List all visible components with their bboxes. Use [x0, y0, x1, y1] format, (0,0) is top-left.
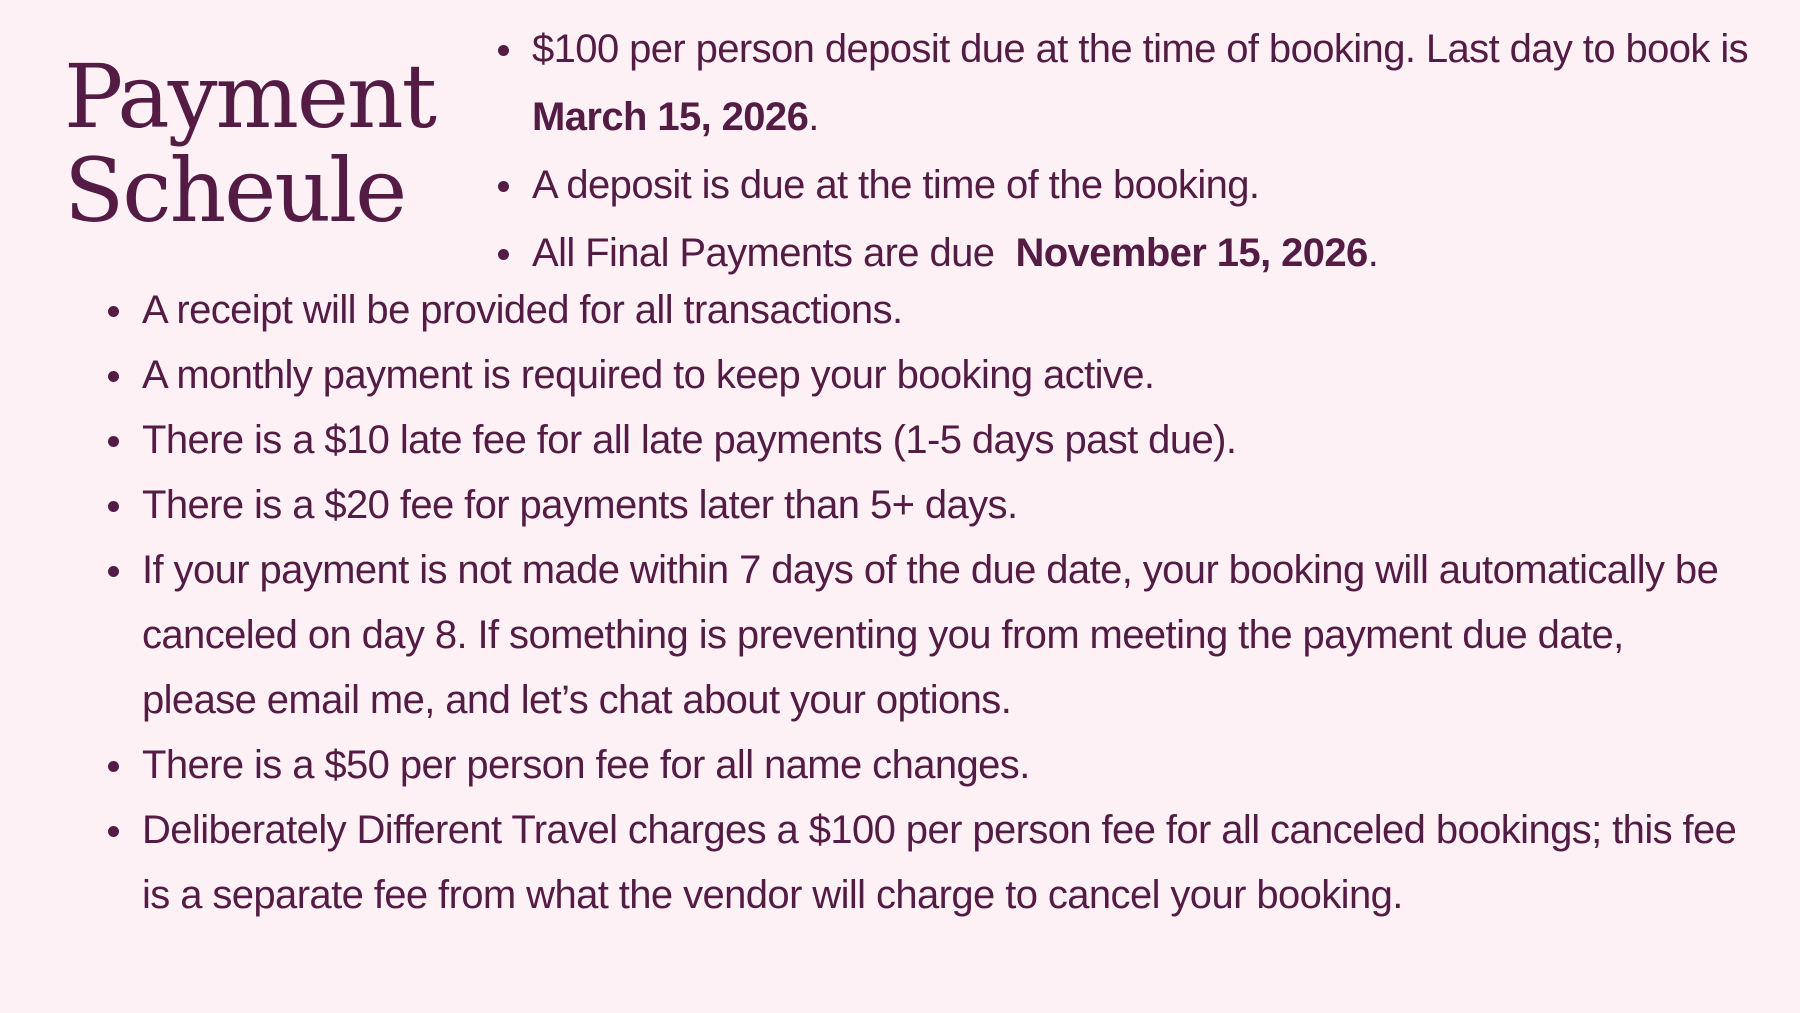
list-item: There is a $50 per person fee for all name changes. — [142, 733, 1742, 798]
page-title-line-1: Payment — [64, 45, 435, 148]
list-item: A monthly payment is required to keep your booking active. — [142, 343, 1742, 408]
list-item: If your payment is not made within 7 days of the due date, your booking will automatically be canceled on day 8. If something is preventing you from meeting the payment due date, please email me, and let’s chat about your options. — [142, 538, 1742, 733]
bullet-end: . — [1367, 231, 1379, 275]
bullet-end: . — [808, 95, 819, 139]
bullet-text: $100 per person deposit due at the time of booking. Last day to book is — [532, 27, 1749, 71]
policy-bullet-list — [142, 278, 1742, 928]
list-item — [532, 15, 1762, 151]
list-item: A receipt will be provided for all transactions. — [142, 278, 1742, 343]
bullet-text: A deposit is due at the time of the booking. — [532, 163, 1260, 207]
list-item: Deliberately Different Travel charges a $100 per person fee for all canceled bookings; this fee is a separate fee from what the vendor will charge to cancel your booking. — [142, 798, 1742, 928]
final-payment-date: November 15, 2026 — [1015, 231, 1368, 275]
list-item: There is a $20 fee for payments later than 5+ days. — [142, 473, 1742, 538]
page-title-line-2: Scheule — [64, 139, 406, 242]
deposit-bullet-list — [532, 15, 1762, 287]
bullet-text: All Final Payments are due — [532, 231, 1016, 275]
list-item — [532, 151, 1762, 219]
booking-deadline-date: March 15, 2026 — [532, 95, 809, 139]
list-item: There is a $10 late fee for all late payments (1-5 days past due). — [142, 408, 1742, 473]
page-title — [64, 45, 435, 242]
list-item — [532, 219, 1762, 287]
